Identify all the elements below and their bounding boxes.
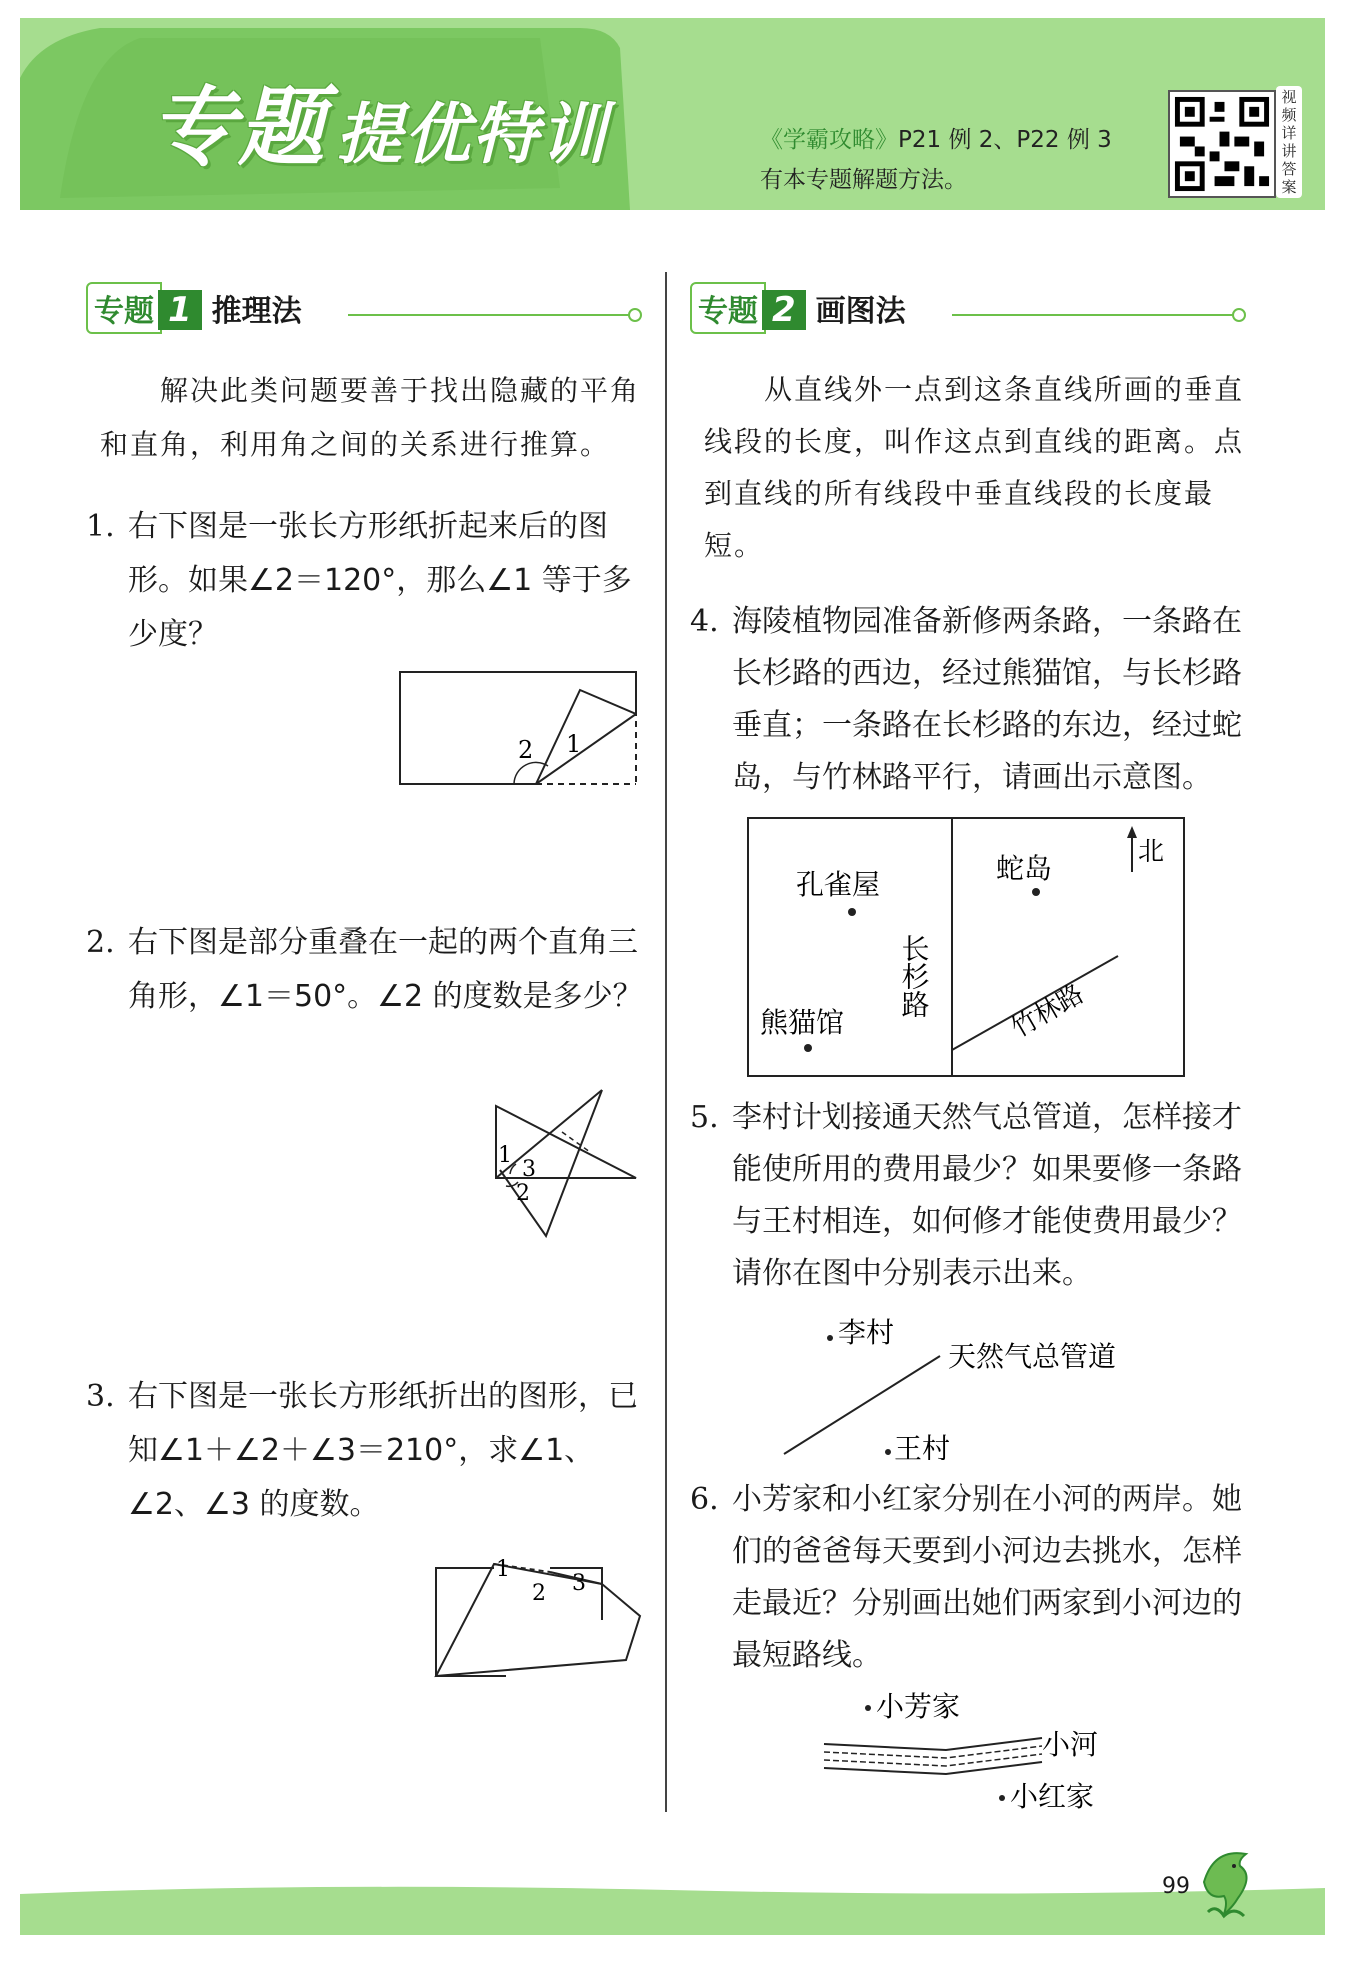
question-5-number: 5. [690,1100,719,1135]
section2-number: 2 [762,290,806,330]
fig2-label-1: 1 [498,1143,512,1168]
section2-intro: 从直线外一点到这条直线所画的垂直线段的长度，叫作这点到直线的距离。点到直线的所有线段中垂直线段的长度最短。 [704,373,1245,562]
question-1 [86,500,646,662]
section2-rule-end [1232,308,1246,322]
note-line2: 有本专题解题方法。 [760,167,967,193]
qr-code[interactable] [1168,90,1276,198]
section1-rule [348,314,630,316]
question-4-number: 4. [690,604,719,639]
question-2 [86,916,646,1024]
map-xiaohong-home: 小红家 [1010,1780,1095,1813]
question-3-number: 3. [86,1379,115,1414]
question-1-text: 右下图是一张长方形纸折起来后的图形。如果∠2＝120°，那么∠1 等于多少度？ [128,509,632,652]
section1-intro: 解决此类问题要善于找出隐藏的平角和直角，利用角之间的关系进行推算。 [100,374,641,461]
title-sub: 提优特训 [336,96,608,173]
fig3-label-3: 3 [572,1571,586,1596]
question-5-text: 李村计划接通天然气总管道，怎样接才能使所用的费用最少？如果要修一条路与王村相连，如何修才能使费用最少？请你在图中分别表示出来。 [732,1100,1242,1291]
note-pages: P21 例 2、P22 例 3 [898,127,1112,153]
figure-4-botanical-map [746,816,1186,1078]
fig2-label-3: 3 [522,1157,536,1182]
section2-name: 画图法 [815,294,906,329]
footer-band [20,1880,1325,1935]
section1-header [86,282,646,332]
section1-badge: 专题 [86,282,162,334]
question-4 [690,596,1250,804]
map-north: 北 [1138,837,1165,867]
map-river: 小河 [1042,1728,1099,1761]
question-6-text: 小芳家和小红家分别在小河的两岸。她们的爸爸每天要到小河边去挑水，怎样走最近？分别画出她们两家到小河边的最短路线。 [732,1482,1242,1673]
map-panda-hall: 熊猫馆 [760,1006,845,1039]
map-snake-island: 蛇岛 [996,852,1053,885]
question-2-text: 右下图是部分重叠在一起的两个直角三角形，∠1＝50°。∠2 的度数是多少？ [128,925,643,1014]
question-3-text: 右下图是一张长方形纸折出的图形，已知∠1＋∠2＋∠3＝210°，求∠1、∠2、∠3 的度数。 [128,1379,638,1522]
map-peacock-house: 孔雀屋 [796,868,881,901]
map-changshan-road: 长杉路 [897,934,931,1018]
map-gas-pipeline: 天然气总管道 [948,1340,1117,1373]
fig1-label-1: 1 [566,730,582,758]
fig1-label-2: 2 [518,736,534,764]
page-number: 99 [1162,1874,1190,1899]
map-xiaofang-home: 小芳家 [876,1690,961,1723]
map-li-village: 李村 [838,1316,895,1349]
banner-note [760,120,1112,200]
figure-5-pipeline [770,1300,1170,1460]
note-reference: 《学霸攻略》 [760,127,898,153]
question-3 [86,1370,646,1532]
question-2-number: 2. [86,925,115,960]
title-main: 专题 [150,78,326,178]
figure-2-overlapping-triangles [490,1086,650,1246]
qr-label: 视频详讲答案 [1276,86,1302,198]
map-zhulin-road: 竹林路 [1006,979,1090,1045]
figure-3-folded-paper [430,1540,650,1690]
section2-badge: 专题 [690,282,766,334]
fig2-label-2: 2 [516,1181,530,1206]
question-6-number: 6. [690,1482,719,1517]
section1-rule-end [628,308,642,322]
section2-rule [952,314,1234,316]
dolphin-icon [1194,1842,1264,1922]
question-1-number: 1. [86,509,115,544]
question-4-text: 海陵植物园准备新修两条路，一条路在长杉路的西边，经过熊猫馆，与长杉路垂直；一条路在长杉路的东边，经过蛇岛，与竹林路平行，请画出示意图。 [732,604,1242,795]
section1-name: 推理法 [211,294,302,329]
question-5 [690,1092,1250,1300]
header-banner [20,18,1325,210]
figure-6-river [816,1686,1136,1816]
section2-header [690,282,1250,332]
map-wang-village: 王村 [894,1432,951,1460]
figure-1-folded-rectangle [396,670,646,790]
fig3-label-2: 2 [532,1581,546,1606]
banner-title [150,58,608,182]
question-6 [690,1474,1250,1682]
fig3-label-1: 1 [496,1557,510,1582]
section1-number: 1 [158,290,202,330]
column-divider [665,272,667,1812]
